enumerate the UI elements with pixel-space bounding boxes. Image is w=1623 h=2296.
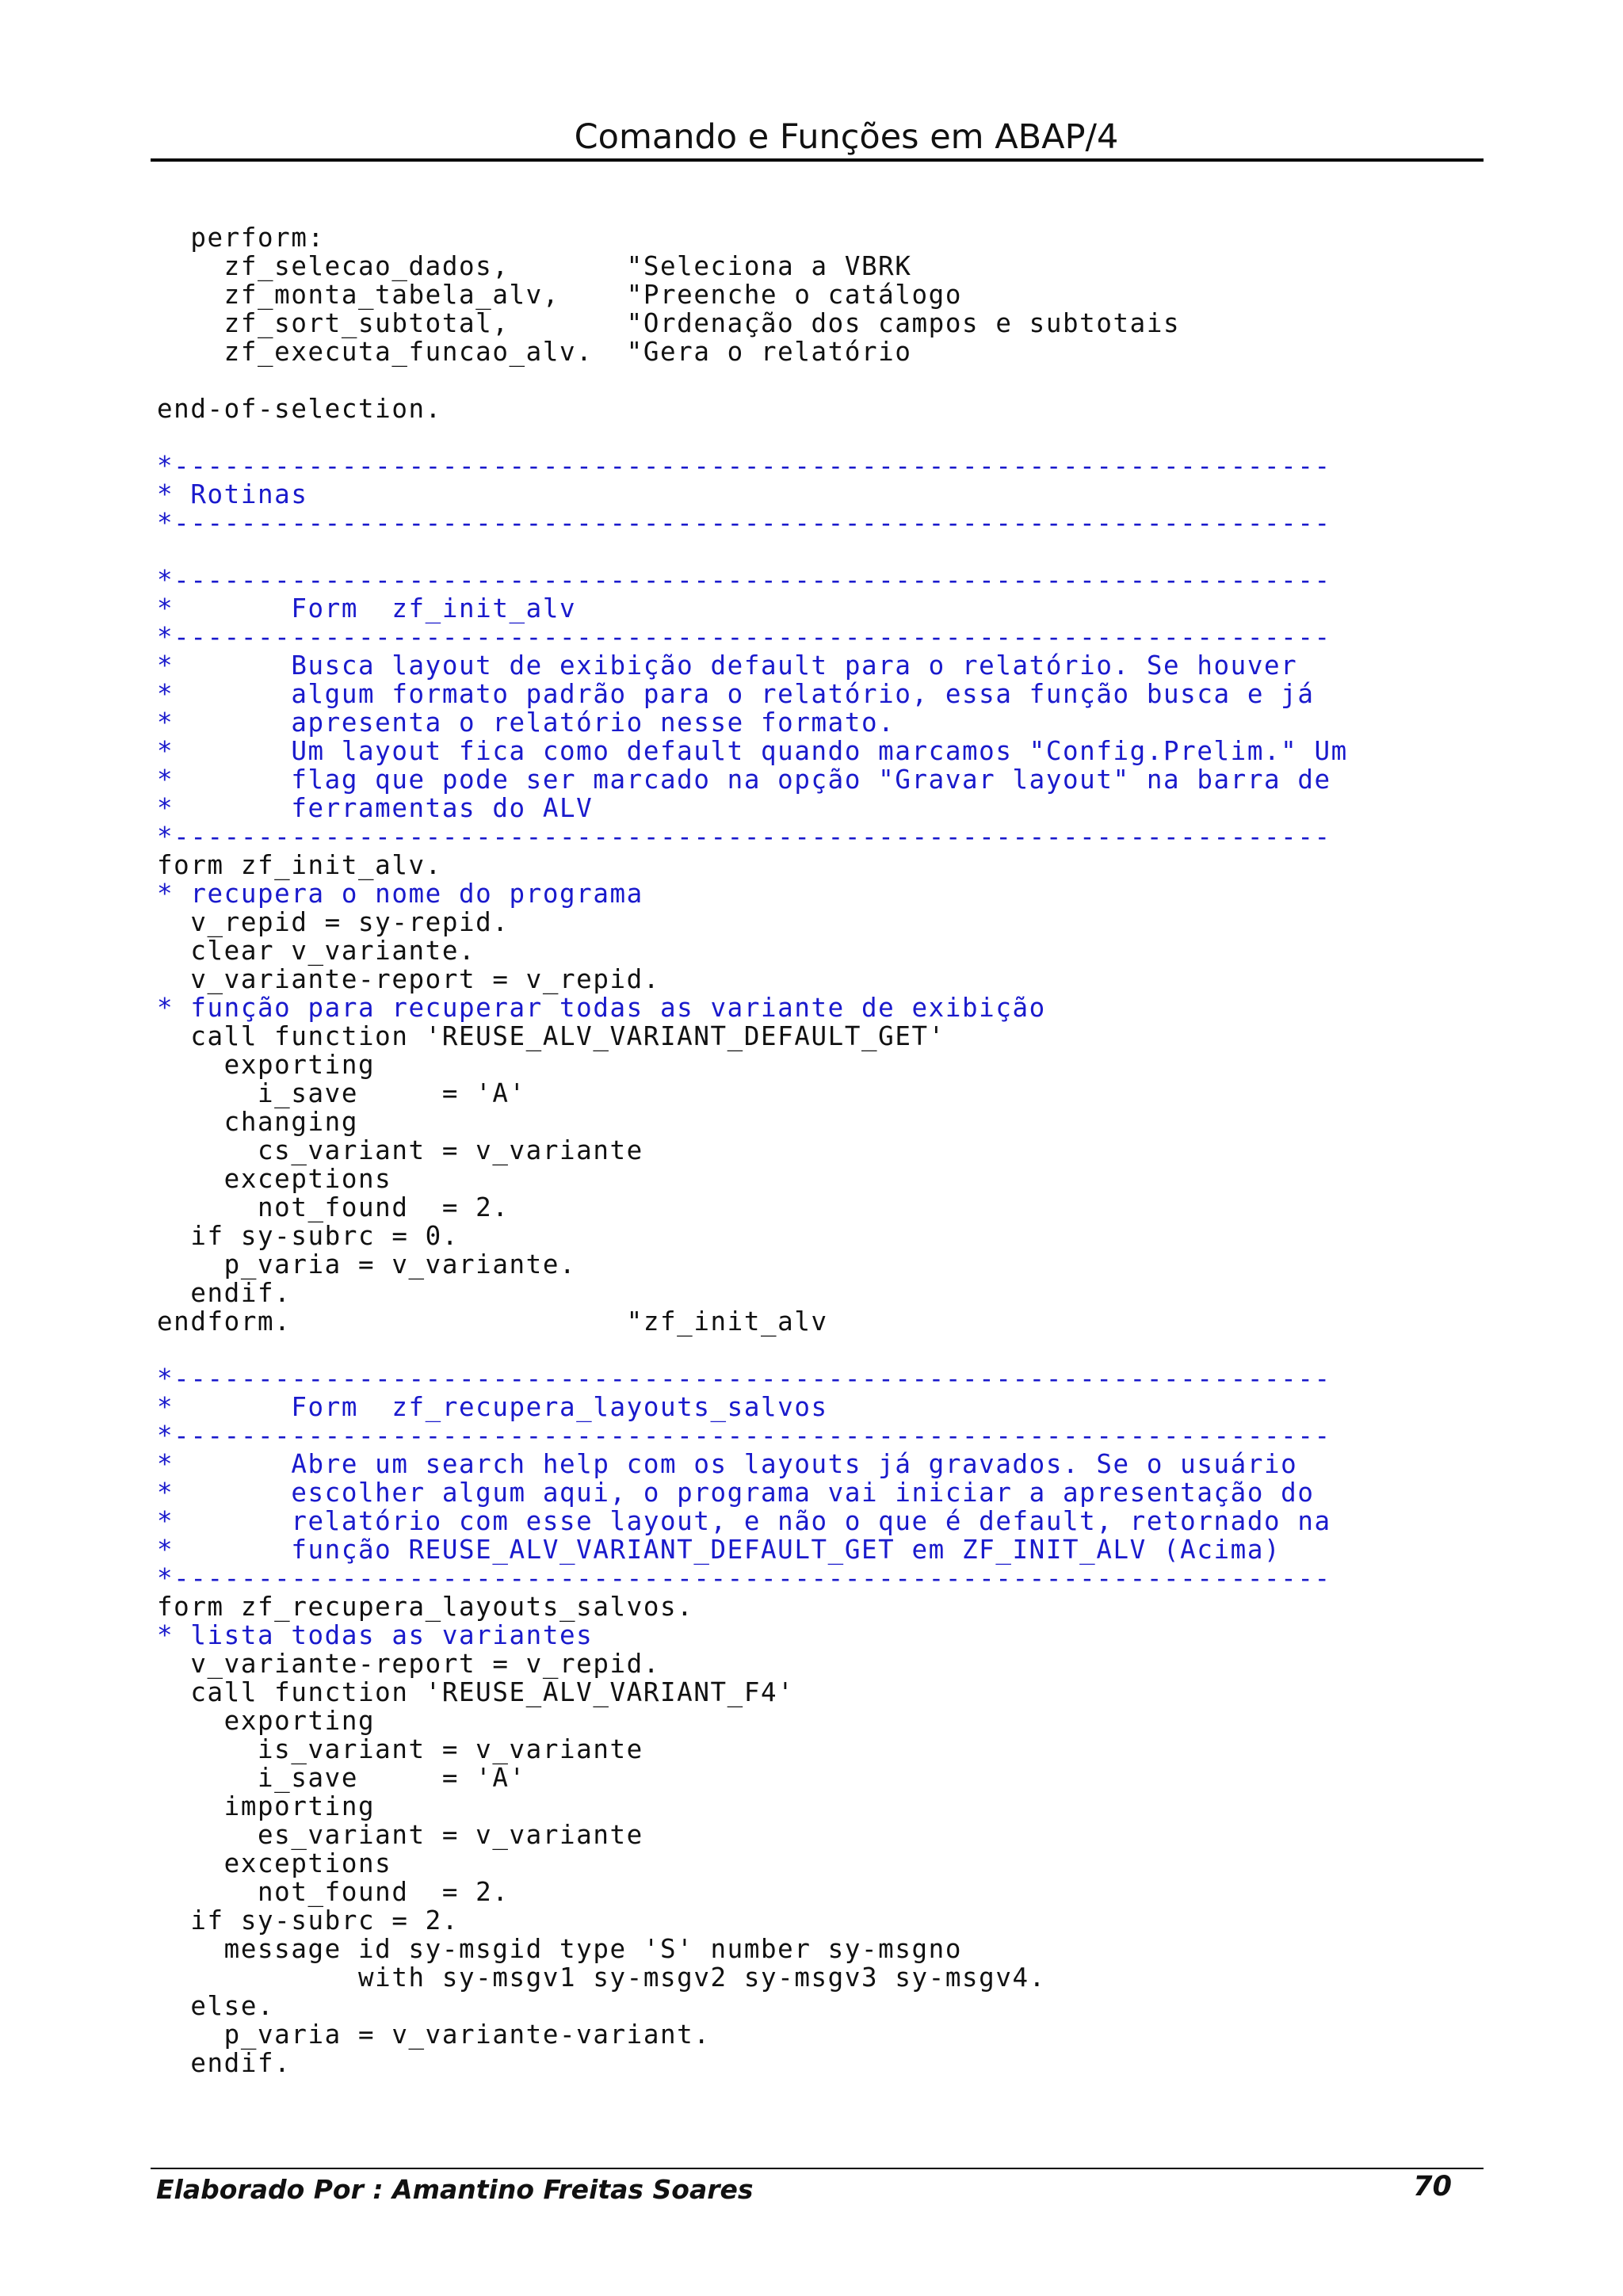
code-comment-line: * apresenta o relatório nesse formato. — [157, 707, 896, 738]
code-line: is_variant = v_variante — [157, 1734, 643, 1764]
page-number: 70 — [1413, 2171, 1452, 2203]
code-line: message id sy-msgid type 'S' number sy-msgno — [157, 1934, 962, 1964]
code-line — [157, 423, 1348, 452]
code-line: with sy-msgv1 sy-msgv2 sy-msgv3 sy-msgv4. — [157, 1962, 1046, 1993]
footer-divider — [151, 2168, 1484, 2169]
code-comment-line: *--------------------------------------------------------------------- — [157, 1363, 1331, 1394]
code-comment-line: * Rotinas — [157, 479, 308, 509]
page-header-title: Comando e Funções em ABAP/4 — [574, 117, 1119, 157]
code-line: clear v_variante. — [157, 936, 476, 966]
code-line: importing — [157, 1791, 376, 1821]
code-comment-line: * função para recuperar todas as variante de exibição — [157, 993, 1046, 1023]
code-line: call function 'REUSE_ALV_VARIANT_F4' — [157, 1677, 795, 1707]
code-comment-line: * ferramentas do ALV — [157, 793, 594, 823]
code-comment-line: * lista todas as variantes — [157, 1620, 594, 1650]
code-comment-line: * relatório com esse layout, e não o que é default, retornado na — [157, 1506, 1331, 1536]
code-comment-line: * função REUSE_ALV_VARIANT_DEFAULT_GET em ZF_INIT_ALV (Acima) — [157, 1535, 1281, 1565]
code-comment-line: * Form zf_recupera_layouts_salvos — [157, 1392, 828, 1422]
code-line: exporting — [157, 1050, 376, 1080]
code-line: changing — [157, 1107, 358, 1137]
code-line: if sy-subrc = 2. — [157, 1905, 459, 1936]
code-line: endif. — [157, 2048, 292, 2078]
code-line: zf_sort_subtotal, "Ordenação dos campos e subtotais — [157, 308, 1181, 338]
code-line: i_save = 'A' — [157, 1078, 526, 1108]
code-line: exporting — [157, 1706, 376, 1736]
code-comment-line: *--------------------------------------------------------------------- — [157, 508, 1331, 538]
code-line: exceptions — [157, 1164, 392, 1194]
code-comment-line: * Busca layout de exibição default para o relatório. Se houver — [157, 650, 1298, 681]
code-line — [157, 537, 1348, 566]
code-line: else. — [157, 1991, 275, 2021]
code-comment-line: *--------------------------------------------------------------------- — [157, 822, 1331, 852]
code-line: not_found = 2. — [157, 1192, 510, 1222]
code-line: p_varia = v_variante-variant. — [157, 2019, 711, 2050]
code-line — [157, 366, 1348, 395]
code-line: zf_executa_funcao_alv. "Gera o relatório — [157, 337, 912, 367]
code-line: cs_variant = v_variante — [157, 1135, 643, 1165]
code-comment-line: * Um layout fica como default quando marcamos "Config.Prelim." Um — [157, 736, 1348, 766]
code-line: exceptions — [157, 1848, 392, 1878]
code-comment-line: * recupera o nome do programa — [157, 879, 643, 909]
code-line: p_varia = v_variante. — [157, 1249, 577, 1280]
code-comment-line: * escolher algum aqui, o programa vai iniciar a apresentação do — [157, 1478, 1315, 1508]
code-line: i_save = 'A' — [157, 1763, 526, 1793]
code-listing — [157, 223, 1348, 2077]
code-line: v_variante-report = v_repid. — [157, 964, 660, 994]
code-comment-line: *--------------------------------------------------------------------- — [157, 622, 1331, 652]
code-comment-line: *--------------------------------------------------------------------- — [157, 565, 1331, 595]
code-line: v_variante-report = v_repid. — [157, 1649, 660, 1679]
code-line: end-of-selection. — [157, 394, 442, 424]
code-line: zf_monta_tabela_alv, "Preenche o catálogo — [157, 280, 962, 310]
code-comment-line: * Form zf_init_alv — [157, 593, 577, 624]
code-line: endform. "zf_init_alv — [157, 1306, 828, 1337]
code-line: zf_selecao_dados, "Seleciona a VBRK — [157, 251, 912, 281]
footer-author: Elaborado Por : Amantino Freitas Soares — [156, 2174, 754, 2205]
code-line: perform: — [157, 223, 325, 253]
code-line: form zf_init_alv. — [157, 850, 442, 880]
code-comment-line: *--------------------------------------------------------------------- — [157, 1421, 1331, 1451]
code-comment-line: * Abre um search help com os layouts já gravados. Se o usuário — [157, 1449, 1298, 1479]
code-comment-line: * algum formato padrão para o relatório, essa função busca e já — [157, 679, 1315, 709]
header-divider — [151, 158, 1484, 162]
code-comment-line: * flag que pode ser marcado na opção "Gravar layout" na barra de — [157, 765, 1331, 795]
code-line: es_variant = v_variante — [157, 1820, 643, 1850]
code-line: form zf_recupera_layouts_salvos. — [157, 1592, 694, 1622]
code-comment-line: *--------------------------------------------------------------------- — [157, 451, 1331, 481]
code-line: call function 'REUSE_ALV_VARIANT_DEFAULT_GET' — [157, 1021, 945, 1051]
code-line — [157, 1336, 1348, 1364]
code-line: not_found = 2. — [157, 1877, 510, 1907]
code-comment-line: *--------------------------------------------------------------------- — [157, 1563, 1331, 1593]
code-line: endif. — [157, 1278, 292, 1308]
code-line: v_repid = sy-repid. — [157, 907, 510, 937]
code-line: if sy-subrc = 0. — [157, 1221, 459, 1251]
